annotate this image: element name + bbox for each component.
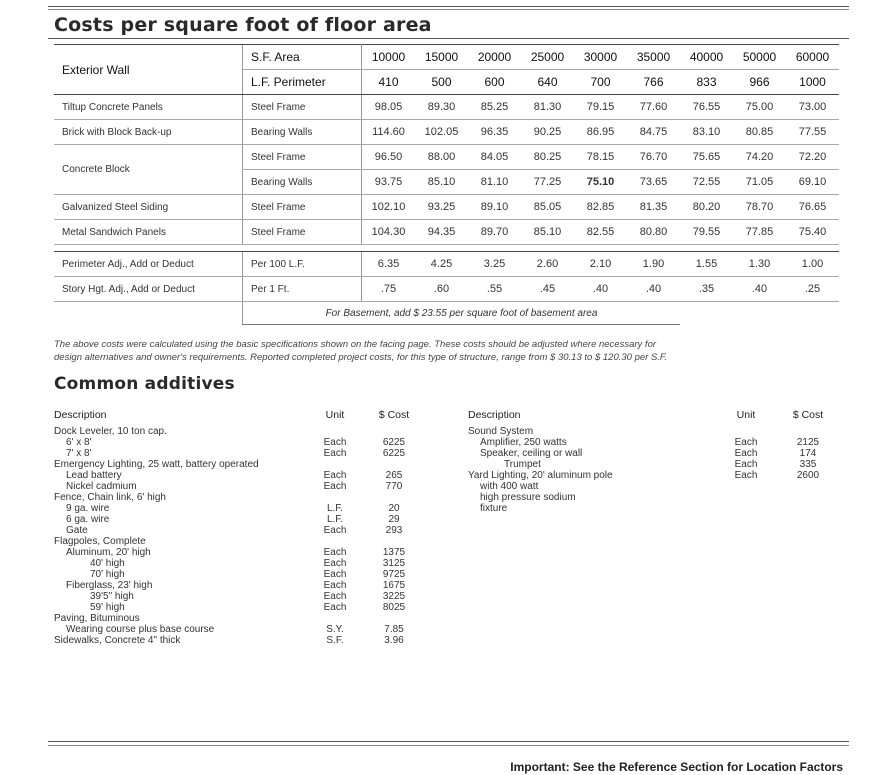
additive-unit — [315, 536, 355, 547]
additive-unit: Each — [734, 459, 758, 470]
adjustment-label: Perimeter Adj., Add or Deduct — [54, 252, 243, 277]
cost-cell: 83.10 — [680, 120, 733, 145]
lf-perimeter-cell: 833 — [680, 70, 733, 95]
table-gap-cell — [54, 245, 839, 252]
lf-perimeter-cell: 1000 — [786, 70, 839, 95]
additive-unit: S.Y. — [326, 624, 344, 635]
additive-cost — [786, 503, 830, 514]
additive-unit: Each — [323, 602, 347, 613]
additive-cost: 1675 — [382, 580, 406, 591]
cost-header: $ Cost — [792, 409, 824, 421]
basement-note: For Basement, add $ 23.55 per square foot of basement area — [243, 302, 681, 325]
additive-description: Amplifier, 250 watts — [480, 437, 567, 448]
frame-type: Steel Frame — [243, 220, 362, 245]
cost-cell: 84.05 — [468, 145, 521, 170]
additive-unit — [315, 492, 355, 503]
cost-cell: 93.75 — [362, 170, 416, 195]
cost-note: The above costs were calculated using the basic specifications shown on the facing page. These costs should be adjusted where necessary for design alternatives and owner's requirements. Reported completed project costs, for this type of structure, range from $ 30.13 to $ 120.30 per S.F. — [54, 339, 668, 363]
lf-perimeter-cell: 500 — [415, 70, 468, 95]
cost-cell: 76.70 — [627, 145, 680, 170]
additive-unit: Each — [323, 470, 347, 481]
adjustment-unit: Per 1 Ft. — [243, 277, 362, 302]
cost-cell: 76.55 — [680, 95, 733, 120]
additive-cost: 1375 — [382, 547, 406, 558]
frame-type: Bearing Walls — [243, 120, 362, 145]
sf-area-cell: 40000 — [680, 45, 733, 70]
adjustment-unit: Per 100 L.F. — [243, 252, 362, 277]
sf-area-cell: 10000 — [362, 45, 416, 70]
additive-cost: 29 — [388, 514, 400, 525]
cost-cell: 89.10 — [468, 195, 521, 220]
additive-cost: 293 — [385, 525, 403, 536]
basement-spacer — [54, 302, 243, 325]
cost-cell: 75.10 — [574, 170, 627, 195]
lf-perimeter-cell: 640 — [521, 70, 574, 95]
sf-area-cell: 50000 — [733, 45, 786, 70]
adjustment-cell: .75 — [362, 277, 416, 302]
exterior-wall-header: Exterior Wall — [54, 45, 243, 95]
cost-cell: 102.05 — [415, 120, 468, 145]
wall-type: Galvanized Steel Siding — [54, 195, 243, 220]
table-row — [54, 120, 839, 145]
additive-cost: 335 — [799, 459, 817, 470]
frame-type: Steel Frame — [243, 195, 362, 220]
top-rule — [48, 6, 849, 7]
cost-cell: 93.25 — [415, 195, 468, 220]
adjustment-cell: 1.30 — [733, 252, 786, 277]
additives-right-cost-column — [786, 410, 830, 514]
page-title: Costs per square foot of floor area — [54, 14, 432, 36]
cost-cell: 98.05 — [362, 95, 416, 120]
additive-unit — [315, 459, 355, 470]
cost-cell: 80.80 — [627, 220, 680, 245]
additive-unit: Each — [323, 591, 347, 602]
additives-left-unit-column — [315, 410, 355, 646]
additive-cost: 9725 — [382, 569, 406, 580]
additive-description: 6' x 8' — [66, 437, 92, 448]
adjustment-cell: 3.25 — [468, 252, 521, 277]
description-header: Description — [54, 409, 107, 421]
additive-description: Wearing course plus base course — [66, 624, 215, 635]
adjustment-cell: 1.90 — [627, 252, 680, 277]
additive-unit: L.F. — [326, 503, 344, 514]
additive-unit: Each — [323, 448, 347, 459]
adjustment-row — [54, 277, 839, 302]
cost-cell: 79.55 — [680, 220, 733, 245]
cost-cell: 89.30 — [415, 95, 468, 120]
additive-unit: Each — [734, 437, 758, 448]
additives-left-cost-column — [372, 410, 416, 646]
adjustment-cell: 2.60 — [521, 252, 574, 277]
cost-cell: 74.20 — [733, 145, 786, 170]
adjustment-cell: .40 — [733, 277, 786, 302]
additive-description: 70' high — [90, 569, 125, 580]
additives-left-description-column — [54, 410, 314, 646]
additive-cost: 8025 — [382, 602, 406, 613]
additive-description: Fence, Chain link, 6' high — [54, 492, 166, 503]
cost-cell: 85.05 — [521, 195, 574, 220]
additive-description: 9 ga. wire — [66, 503, 110, 514]
wall-type: Metal Sandwich Panels — [54, 220, 243, 245]
adjustment-cell: 2.10 — [574, 252, 627, 277]
lf-perimeter-cell: 600 — [468, 70, 521, 95]
sf-area-cell: 20000 — [468, 45, 521, 70]
cost-cell: 88.00 — [415, 145, 468, 170]
adjustment-cell: .55 — [468, 277, 521, 302]
adjustment-label: Story Hgt. Adj., Add or Deduct — [54, 277, 243, 302]
cost-cell: 80.25 — [521, 145, 574, 170]
additive-unit: S.F. — [326, 635, 344, 646]
cost-cell: 78.15 — [574, 145, 627, 170]
cost-cell: 73.00 — [786, 95, 839, 120]
additive-description: 39'5" high — [90, 591, 134, 602]
cost-cell: 104.30 — [362, 220, 416, 245]
lf-perimeter-cell: 700 — [574, 70, 627, 95]
cost-cell: 96.35 — [468, 120, 521, 145]
additive-unit: Each — [323, 580, 347, 591]
cost-cell: 86.95 — [574, 120, 627, 145]
additive-description: Paving, Bituminous — [54, 613, 140, 624]
cost-cell: 73.65 — [627, 170, 680, 195]
cost-cell: 76.65 — [786, 195, 839, 220]
cost-cell: 75.40 — [786, 220, 839, 245]
lf-perimeter-cell: 410 — [362, 70, 416, 95]
wall-type: Brick with Block Back-up — [54, 120, 243, 145]
unit-header: Unit — [736, 409, 756, 421]
cost-cell: 80.85 — [733, 120, 786, 145]
adjustment-cell: .40 — [627, 277, 680, 302]
additives-right-description-column — [468, 410, 718, 514]
wall-type: Concrete Block — [54, 145, 243, 195]
cost-cell: 84.75 — [627, 120, 680, 145]
cost-cell: 81.10 — [468, 170, 521, 195]
adjustment-cell: 1.00 — [786, 252, 839, 277]
additive-description: high pressure sodium — [480, 492, 576, 503]
adjustment-cell: .35 — [680, 277, 733, 302]
cost-header: $ Cost — [378, 409, 410, 421]
additive-description: Flagpoles, Complete — [54, 536, 146, 547]
cost-cell: 75.65 — [680, 145, 733, 170]
frame-type: Bearing Walls — [243, 170, 362, 195]
cost-cell: 81.35 — [627, 195, 680, 220]
additive-cost — [372, 492, 416, 503]
cost-cell: 82.55 — [574, 220, 627, 245]
additive-description: Gate — [66, 525, 88, 536]
basement-spacer — [680, 302, 839, 325]
additive-description: Aluminum, 20' high — [66, 547, 151, 558]
cost-cell: 79.15 — [574, 95, 627, 120]
table-row — [54, 220, 839, 245]
additive-unit — [726, 426, 766, 437]
additive-cost — [372, 459, 416, 470]
additive-description: 59' high — [90, 602, 125, 613]
title-rule — [48, 38, 849, 39]
cost-cell: 96.50 — [362, 145, 416, 170]
cost-cell: 89.70 — [468, 220, 521, 245]
cost-cell: 85.25 — [468, 95, 521, 120]
sf-area-cell: 60000 — [786, 45, 839, 70]
additive-cost — [372, 536, 416, 547]
description-header: Description — [468, 409, 521, 421]
frame-type: Steel Frame — [243, 95, 362, 120]
cost-table — [54, 44, 839, 325]
frame-type: Steel Frame — [243, 145, 362, 170]
additive-description: Nickel cadmium — [66, 481, 137, 492]
additive-description: Lead battery — [66, 470, 122, 481]
additive-cost: 174 — [799, 448, 817, 459]
additive-unit: Each — [734, 470, 758, 481]
cost-cell: 102.10 — [362, 195, 416, 220]
additive-unit — [726, 492, 766, 503]
sf-area-cell: 30000 — [574, 45, 627, 70]
additive-description: fixture — [480, 503, 508, 514]
additive-description: Sound System — [468, 426, 534, 437]
basement-row — [54, 302, 839, 325]
adjustment-cell: .40 — [574, 277, 627, 302]
additive-description: Speaker, ceiling or wall — [480, 448, 583, 459]
additive-cost: 3225 — [382, 591, 406, 602]
additive-cost: 3.96 — [384, 635, 404, 646]
additive-description: with 400 watt — [480, 481, 539, 492]
additive-cost: 20 — [388, 503, 400, 514]
cost-cell: 82.85 — [574, 195, 627, 220]
cost-cell: 72.20 — [786, 145, 839, 170]
additive-unit — [726, 503, 766, 514]
cost-cell: 72.55 — [680, 170, 733, 195]
table-row — [54, 145, 839, 170]
adjustment-cell: 1.55 — [680, 252, 733, 277]
additive-cost: 265 — [385, 470, 403, 481]
cost-cell: 90.25 — [521, 120, 574, 145]
bottom-rule — [48, 741, 849, 742]
cost-cell: 78.70 — [733, 195, 786, 220]
additive-cost: 6225 — [382, 437, 406, 448]
additive-unit: Each — [323, 569, 347, 580]
cost-cell: 85.10 — [415, 170, 468, 195]
additive-unit: L.F. — [326, 514, 344, 525]
additive-unit — [315, 426, 355, 437]
additive-description: 7' x 8' — [66, 448, 92, 459]
cost-cell: 80.20 — [680, 195, 733, 220]
additives-right-unit-column — [726, 410, 766, 514]
lf-perimeter-cell: 766 — [627, 70, 680, 95]
cost-cell: 71.05 — [733, 170, 786, 195]
table-row — [54, 95, 839, 120]
table-row — [54, 195, 839, 220]
bottom-rule-thin — [48, 745, 849, 746]
adjustment-row — [54, 252, 839, 277]
additive-description: 6 ga. wire — [66, 514, 110, 525]
additive-cost — [372, 426, 416, 437]
sf-area-label: S.F. Area — [243, 45, 362, 70]
sf-area-row — [54, 45, 839, 70]
additive-description: Fiberglass, 23' high — [66, 580, 153, 591]
additive-description: Emergency Lighting, 25 watt, battery operated — [54, 459, 259, 470]
additive-cost — [786, 492, 830, 503]
sf-area-cell: 25000 — [521, 45, 574, 70]
sf-area-cell: 15000 — [415, 45, 468, 70]
cost-cell: 81.30 — [521, 95, 574, 120]
additive-unit: Each — [323, 525, 347, 536]
cost-cell: 77.85 — [733, 220, 786, 245]
additive-cost: 6225 — [382, 448, 406, 459]
additive-cost — [786, 426, 830, 437]
cost-cell: 75.00 — [733, 95, 786, 120]
adjustment-cell: 4.25 — [415, 252, 468, 277]
lf-perimeter-cell: 966 — [733, 70, 786, 95]
additive-description: 40' high — [90, 558, 125, 569]
additive-cost: 7.85 — [384, 624, 404, 635]
cost-cell: 114.60 — [362, 120, 416, 145]
sf-area-cell: 35000 — [627, 45, 680, 70]
additive-description: Trumpet — [504, 459, 541, 470]
additive-cost: 2600 — [796, 470, 820, 481]
unit-header: Unit — [325, 409, 345, 421]
footer-note: Important: See the Reference Section for Location Factors — [510, 760, 843, 774]
additive-cost: 2125 — [796, 437, 820, 448]
adjustment-cell: 6.35 — [362, 252, 416, 277]
cost-cell: 77.25 — [521, 170, 574, 195]
adjustment-cell: .45 — [521, 277, 574, 302]
additive-unit: Each — [734, 448, 758, 459]
additive-description: Sidewalks, Concrete 4" thick — [54, 635, 181, 646]
additive-unit: Each — [323, 547, 347, 558]
additive-unit: Each — [323, 558, 347, 569]
additive-unit — [315, 613, 355, 624]
cost-cell: 85.10 — [521, 220, 574, 245]
top-rule-thin — [48, 9, 849, 10]
additive-cost: 770 — [385, 481, 403, 492]
additive-unit: Each — [323, 481, 347, 492]
table-gap — [54, 245, 839, 252]
additive-description: Yard Lighting, 20' aluminum pole — [468, 470, 613, 481]
adjustment-cell: .60 — [415, 277, 468, 302]
additive-cost — [786, 481, 830, 492]
adjustment-cell: .25 — [786, 277, 839, 302]
cost-cell: 94.35 — [415, 220, 468, 245]
wall-type: Tiltup Concrete Panels — [54, 95, 243, 120]
additive-description: Dock Leveler, 10 ton cap. — [54, 426, 167, 437]
additive-cost — [372, 613, 416, 624]
cost-cell: 69.10 — [786, 170, 839, 195]
additives-title: Common additives — [54, 374, 235, 394]
additive-unit: Each — [323, 437, 347, 448]
additive-cost: 3125 — [382, 558, 406, 569]
cost-cell: 77.55 — [786, 120, 839, 145]
lf-perimeter-label: L.F. Perimeter — [243, 70, 362, 95]
cost-cell: 77.60 — [627, 95, 680, 120]
additive-unit — [726, 481, 766, 492]
